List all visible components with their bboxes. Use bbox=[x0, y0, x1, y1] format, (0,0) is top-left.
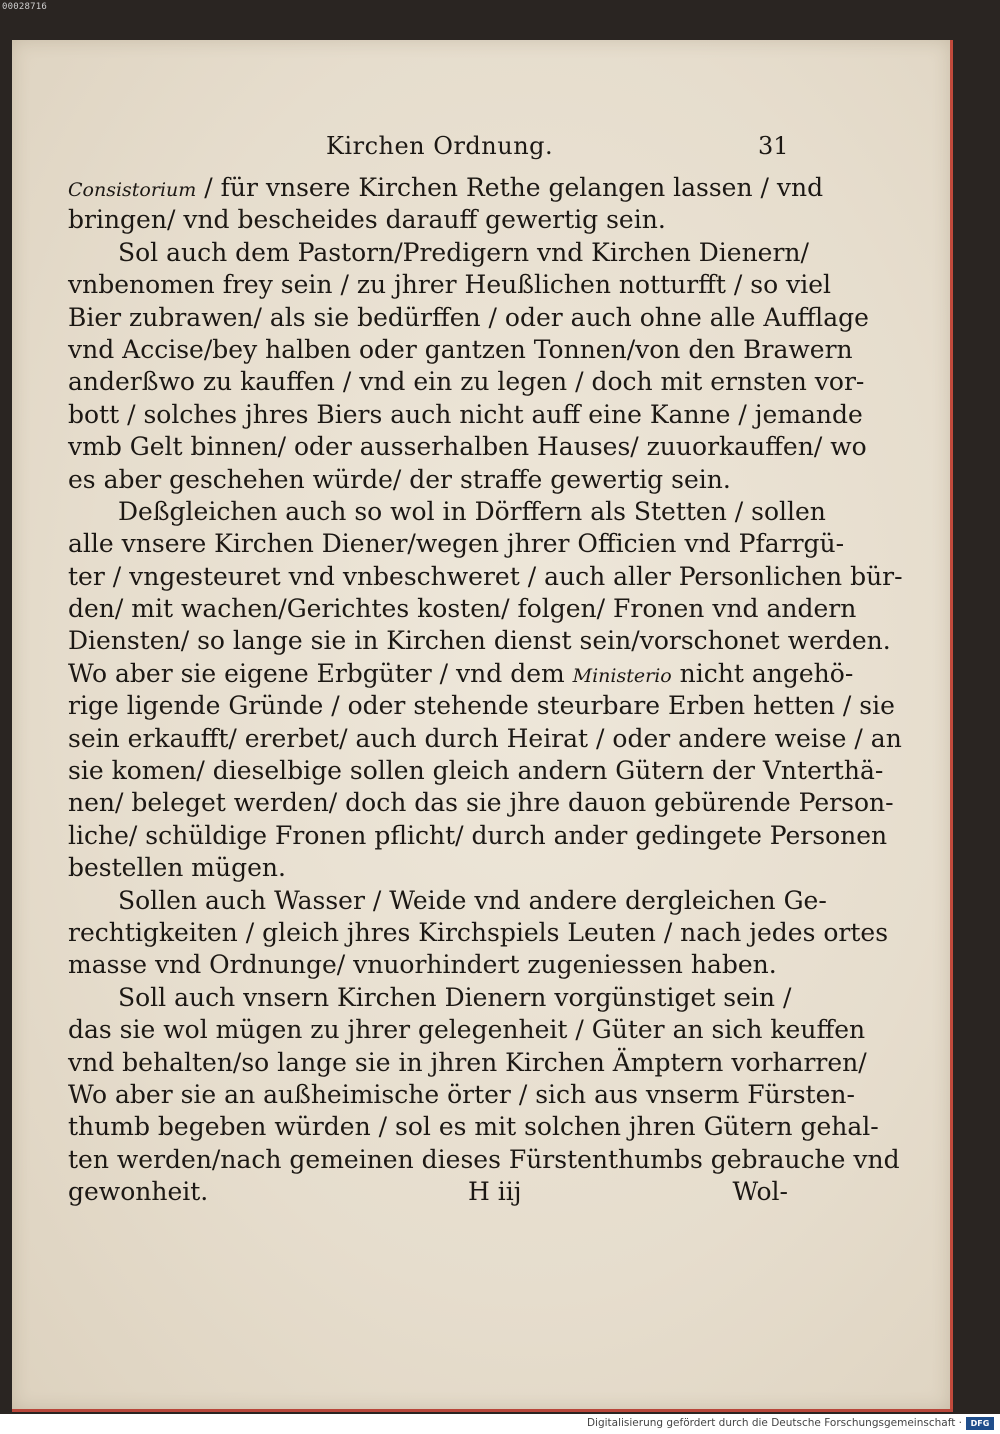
text-line: den/ mit wachen/Gerichtes kosten/ folgen/ Fronen vnd andern bbox=[68, 594, 857, 624]
running-head bbox=[68, 132, 788, 172]
text-line: liche/ schüldige Fronen pflicht/ durch ander gedingete Personen bbox=[68, 820, 888, 850]
text-line: rechtigkeiten / gleich jhres Kirchspiels Leuten / nach jedes ortes bbox=[68, 917, 889, 947]
text-line: Wo aber sie an außheimische örter / sich aus vnserm Fürsten- bbox=[68, 1079, 855, 1109]
text-line: bringen/ vnd bescheides darauff gewertig sein. bbox=[68, 205, 666, 235]
text-line: nen/ beleget werden/ doch das sie jhre dauon gebürende Person- bbox=[68, 788, 894, 818]
header-title: Kirchen Ordnung. bbox=[326, 132, 554, 160]
signature-mark: H iij bbox=[468, 1177, 522, 1207]
text-line: vmb Gelt binnen/ oder ausserhalben Hauses/ zuuorkauffen/ wo bbox=[68, 432, 867, 462]
catchword: Wol- bbox=[732, 1177, 788, 1207]
text-line: ter / vngesteuret vnd vnbeschweret / auch aller Personlichen bür- bbox=[68, 561, 903, 591]
text-line: anderßwo zu kauffen / vnd ein zu legen / doch mit ernsten vor- bbox=[68, 367, 865, 397]
page-footer bbox=[68, 1176, 788, 1208]
text-line: alle vnsere Kirchen Diener/wegen jhrer Officien vnd Pfarrgü- bbox=[68, 529, 845, 559]
text-line: ten werden/nach gemeinen dieses Fürstenthumbs gebrauche vnd bbox=[68, 1144, 900, 1174]
text-line: bestellen mügen. bbox=[68, 853, 286, 883]
paragraph-start-line: Deßgleichen auch so wol in Dörffern als Stetten / sollen bbox=[118, 496, 826, 526]
text-line: vnd behalten/so lange sie in jhren Kirchen Ämptern vorharren/ bbox=[68, 1047, 867, 1077]
text-line: Consistorium / für vnsere Kirchen Rethe gelangen lassen / vnd bbox=[68, 173, 824, 202]
text-line: Bier zubrawen/ als sie bedürffen / oder auch ohne alle Aufflage bbox=[68, 302, 869, 332]
text-line: sie komen/ dieselbige sollen gleich andern Gütern der Vnterthä- bbox=[68, 756, 884, 786]
latin-term: Ministerio bbox=[572, 664, 672, 687]
paragraph-start-line: Sol auch dem Pastorn/Predigern vnd Kirchen Dienern/ bbox=[118, 237, 809, 267]
dfg-logo: DFG bbox=[966, 1417, 994, 1430]
text-line: vnd Accise/bey halben oder gantzen Tonnen/von den Brawern bbox=[68, 334, 853, 364]
last-word: gewonheit. bbox=[68, 1177, 209, 1207]
scan-id: 00028716 bbox=[2, 2, 47, 12]
text-line: rige ligende Gründe / oder stehende steurbare Erben hetten / sie bbox=[68, 691, 895, 721]
text-line: das sie wol mügen zu jhrer gelegenheit / Güter an sich keuffen bbox=[68, 1015, 866, 1045]
page-edge-bottom bbox=[12, 1409, 953, 1412]
text-line: vnbenomen frey sein / zu jhrer Heußlichen notturfft / so viel bbox=[68, 270, 832, 300]
text-line: thumb begeben würden / sol es mit solchen jhren Gütern gehal- bbox=[68, 1112, 879, 1142]
page-number: 31 bbox=[758, 132, 789, 160]
paragraph-start-line: Soll auch vnsern Kirchen Dienern vorgünstiget sein / bbox=[118, 982, 792, 1012]
text-line: bott / solches jhres Biers auch nicht auff eine Kanne / jemande bbox=[68, 399, 863, 429]
funding-notice: Digitalisierung gefördert durch die Deutsche Forschungsgemeinschaft · bbox=[586, 1417, 962, 1429]
page-text bbox=[68, 132, 903, 1209]
text-line: Wo aber sie eigene Erbgüter / vnd dem Ministerio nicht angehö- bbox=[68, 658, 854, 688]
latin-term: Consistorium bbox=[68, 179, 197, 201]
page-edge-right bbox=[950, 40, 953, 1412]
text-line: es aber geschehen würde/ der straffe gewertig sein. bbox=[68, 464, 731, 494]
text-line: masse vnd Ordnunge/ vnuorhindert zugeniessen haben. bbox=[68, 950, 777, 980]
text-line: Diensten/ so lange sie in Kirchen dienst sein/vorschonet werden. bbox=[68, 626, 891, 656]
text-line: sein erkaufft/ ererbet/ auch durch Heirat / oder andere weise / an bbox=[68, 723, 902, 753]
funding-bar bbox=[0, 1414, 1000, 1434]
paragraph-start-line: Sollen auch Wasser / Weide vnd andere dergleichen Ge- bbox=[118, 885, 827, 915]
